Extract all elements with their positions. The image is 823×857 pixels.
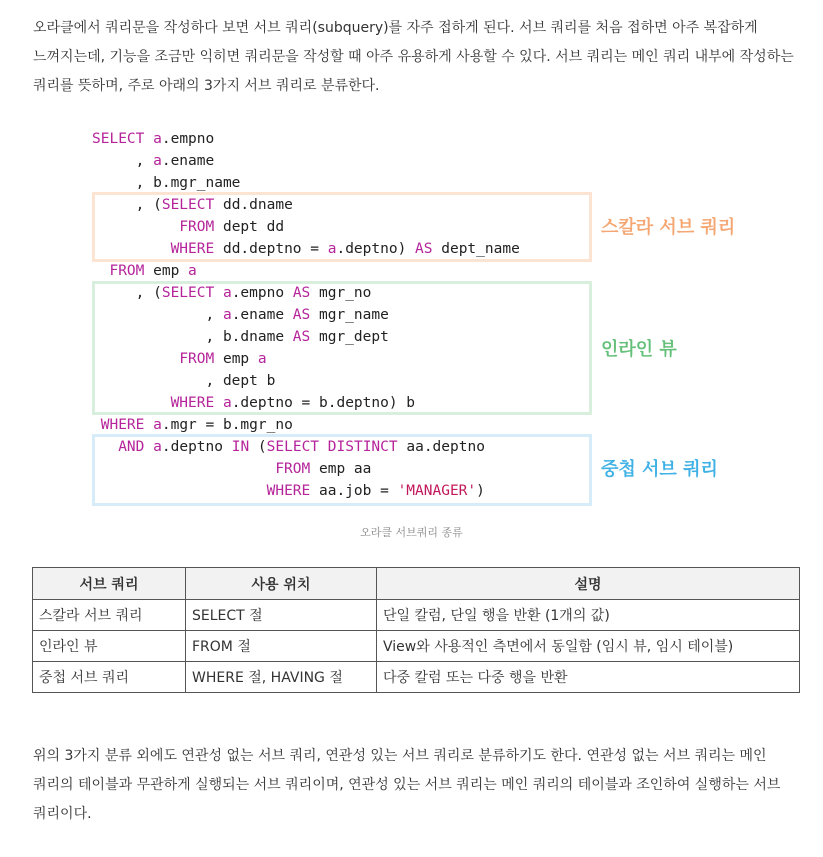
code-line: FROM emp a bbox=[179, 351, 267, 367]
code-line: FROM emp a bbox=[109, 263, 197, 279]
scalar-subquery-label: 스칼라 서브 쿼리 bbox=[601, 217, 736, 238]
code-line: , a.ename bbox=[92, 153, 215, 169]
code-line: , b.mgr_name bbox=[92, 175, 241, 191]
code-line: FROM dept dd bbox=[179, 219, 285, 235]
code-line: WHERE a.mgr = b.mgr_no bbox=[100, 417, 293, 433]
table-cell: WHERE 절, HAVING 절 bbox=[186, 662, 377, 693]
table-row bbox=[33, 662, 800, 693]
table-row bbox=[33, 600, 800, 631]
table-header-cell: 서브 쿼리 bbox=[33, 568, 186, 600]
table-cell: 인라인 뷰 bbox=[33, 631, 186, 662]
nested-subquery-label: 중첩 서브 쿼리 bbox=[601, 459, 718, 480]
code-line: , dept b bbox=[92, 373, 276, 389]
table-row bbox=[33, 631, 800, 662]
outro-paragraph: 위의 3가지 분류 외에도 연관성 없는 서브 쿼리, 연관성 있는 서브 쿼리로 분류하기도 한다. 연관성 없는 서브 쿼리는 메인 쿼리의 테이블과 무관하게 실행되는 서브 쿼리이며, 연관성 있는 서브 쿼리는 메인 쿼리의 테이블과 조인하여 실행하는 서브 쿼리이다. bbox=[33, 748, 781, 822]
code-line: , (SELECT a.empno AS mgr_no bbox=[92, 285, 372, 301]
table-header-row bbox=[33, 568, 800, 600]
table-header-cell: 설명 bbox=[377, 568, 800, 600]
table-cell: 스칼라 서브 쿼리 bbox=[33, 600, 186, 631]
inline-view-label: 인라인 뷰 bbox=[601, 339, 677, 360]
code-line: FROM emp aa bbox=[275, 461, 372, 477]
table-cell: 다중 칼럼 또는 다중 행을 반환 bbox=[377, 662, 800, 693]
table-cell: View와 사용적인 측면에서 동일함 (임시 뷰, 임시 테이블) bbox=[377, 631, 800, 662]
code-line: , b.dname AS mgr_dept bbox=[92, 329, 389, 345]
code-line: AND a.deptno IN (SELECT DISTINCT aa.deptno bbox=[118, 439, 485, 455]
code-line: , a.ename AS mgr_name bbox=[92, 307, 389, 323]
intro-paragraph: 오라클에서 쿼리문을 작성하다 보면 서브 쿼리(subquery)를 자주 접하게 된다. 서브 쿼리를 처음 접하면 아주 복잡하게 느껴지는데, 기능을 조금만 익히면 쿼리문을 작성할 때 아주 유용하게 사용할 수 있다. 서브 쿼리는 메인 쿼리 내부에 작성하는 쿼리를 뜻하며, 주로 아래의 3가지 서브 쿼리로 분류한다. bbox=[33, 20, 794, 94]
table-cell: 단일 칼럼, 단일 행을 반환 (1개의 값) bbox=[377, 600, 800, 631]
code-line: WHERE a.deptno = b.deptno) b bbox=[170, 395, 416, 411]
table-cell: 중첩 서브 쿼리 bbox=[33, 662, 186, 693]
table-header-cell: 사용 위치 bbox=[186, 568, 377, 600]
code-line: , (SELECT dd.dname bbox=[92, 197, 293, 213]
table-cell: SELECT 절 bbox=[186, 600, 377, 631]
code-line: WHERE aa.job = 'MANAGER') bbox=[266, 483, 485, 499]
subquery-table bbox=[32, 567, 800, 693]
table-cell: FROM 절 bbox=[186, 631, 377, 662]
figure-caption: 오라클 서브쿼리 종류 bbox=[360, 526, 463, 539]
code-line: WHERE dd.deptno = a.deptno) AS dept_name bbox=[170, 241, 520, 257]
code-line: SELECT a.empno bbox=[92, 131, 215, 147]
